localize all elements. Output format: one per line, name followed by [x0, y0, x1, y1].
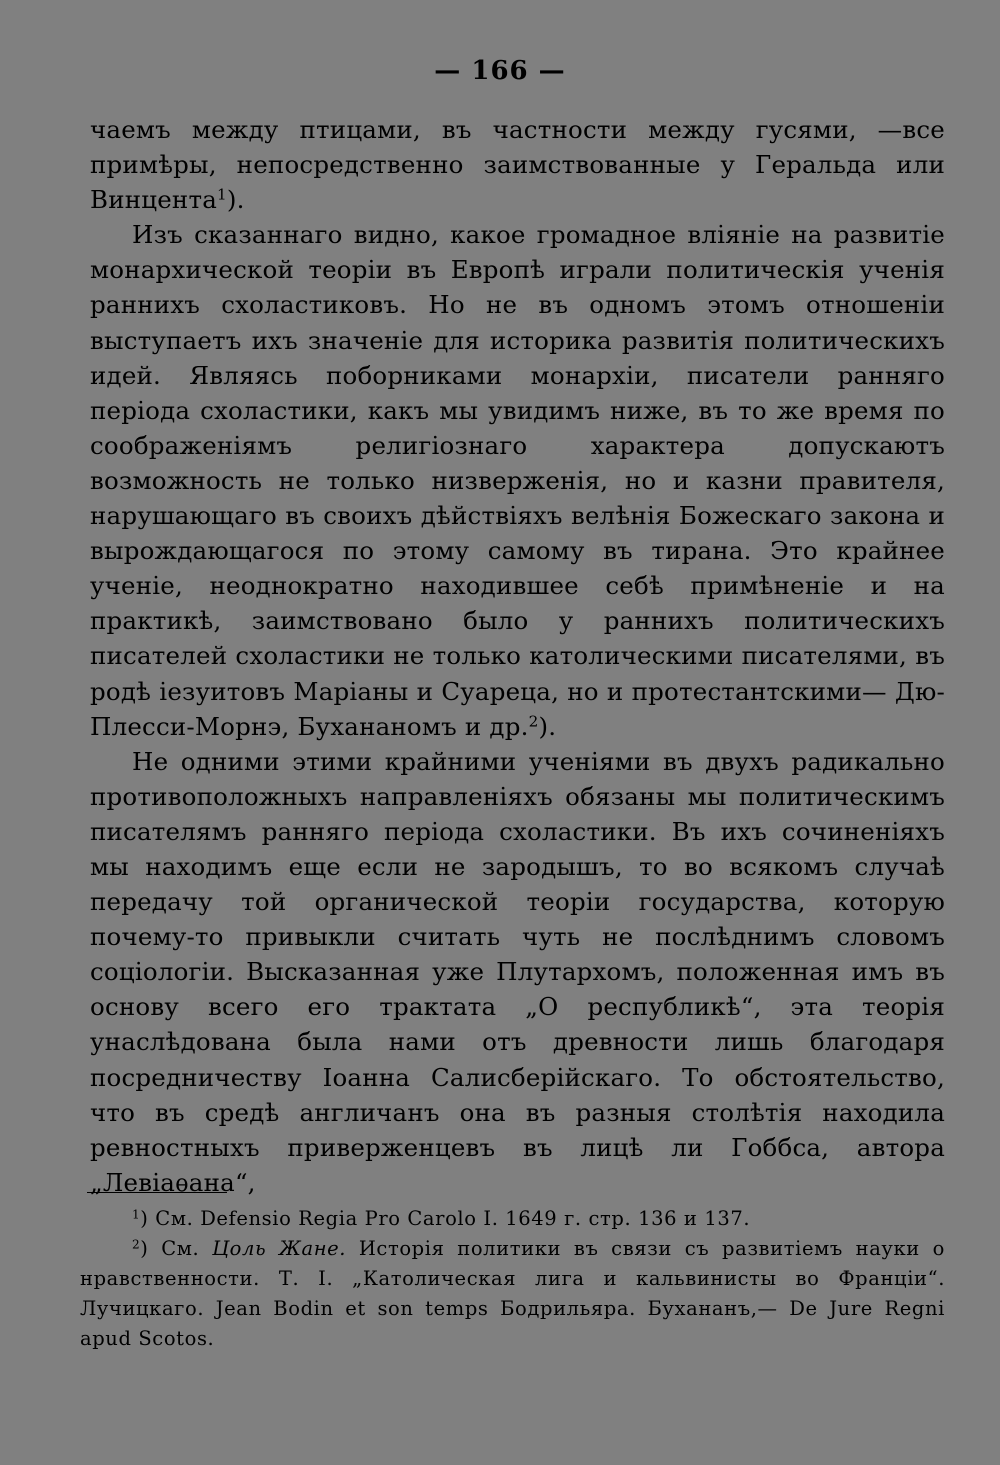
- footnote-ref-1[interactable]: 1: [217, 185, 227, 204]
- footnote-ref-2[interactable]: 2: [528, 712, 539, 731]
- footnote-2-text: Исторія политики въ связи съ развитіемъ науки о нравственности. Т. I. „Католическая лига и кальвинисты во Франціи“. Лучицкаго. Jean Bodin et son temps Бодрильяра. Бухананъ,— De Jure Regni apud Scotos.: [80, 1237, 945, 1350]
- footnote-1: [80, 1204, 945, 1234]
- paragraph-1-end: ).: [226, 185, 245, 215]
- paragraph-3: Не одними этими крайними ученіями въ двухъ радикально противоположныхъ направленіяхъ обязаны мы политическимъ писателямъ ранняго періода схоластики. Въ ихъ сочиненіяхъ мы находимъ еще если не зародышъ, то во всякомъ случаѣ передачу той органической теоріи государства, которую почему-то привыкли считать чуть не послѣднимъ словомъ соціологіи. Высказанная уже Плутархомъ, положенная имъ въ основу всего его трактата „О республикѣ“, эта теорія унаслѣдована была нами отъ древности лишь благодаря посредничеству Іоанна Салисберійскаго. То обстоятельство, что въ средѣ англичанъ она въ разныя столѣтія находила ревностныхъ приверженцевъ въ лицѣ ли Гоббса, автора „Левіаѳана“,: [90, 746, 945, 1197]
- footnote-2-prefix: ) См.: [140, 1237, 213, 1260]
- paragraph-1: [90, 112, 945, 217]
- paragraph-2-text: Изъ сказаннаго видно, какое громадное вліяніе на развитіе монархической теоріи въ Европѣ играли политическія ученія раннихъ схоластиковъ. Но не въ одномъ этомъ отношеніи выступаетъ ихъ значеніе для историка развитія политическихъ идей. Являясь поборниками монархіи, писатели ранняго періода схоластики, какъ мы увидимъ ниже, въ то же время по соображеніямъ религіознаго характера допускаютъ возможность не только низверженія, но и казни правителя, нарушающаго въ своихъ дѣйствіяхъ велѣнія Божескаго закона и вырождающагося по этому самому въ тирана. Это крайнее ученіе, неоднократно находившее себѣ примѣненіе и на практикѣ, заимствовано было у раннихъ политическихъ писателей схоластики не только католическими писателями, въ родѣ іезуитовъ Маріаны и Суареца, но и протестантскими— Дю-Плесси-Морнэ, Бухананомъ и др.: [90, 220, 945, 741]
- footnote-1-text: ) См. Defensio Regia Pro Carolo I. 1649 г. стр. 136 и 137.: [140, 1207, 751, 1230]
- main-text: [90, 112, 945, 1200]
- paragraph-2: [90, 217, 945, 743]
- paragraph-1-text: чаемъ между птицами, въ частности между гусями, —все примѣры, непосредственно заимствованные у Геральда или Винцента: [90, 115, 945, 215]
- footnote-divider: [87, 1192, 227, 1193]
- footnotes: [80, 1204, 945, 1354]
- page-number: — 166 —: [434, 56, 566, 86]
- footnote-2-mark: 2: [132, 1237, 141, 1252]
- footnote-2: [80, 1234, 945, 1354]
- footnote-1-mark: 1: [132, 1207, 141, 1222]
- footnote-2-author: Цоль Жане.: [212, 1237, 347, 1260]
- paragraph-2-end: ).: [538, 711, 557, 741]
